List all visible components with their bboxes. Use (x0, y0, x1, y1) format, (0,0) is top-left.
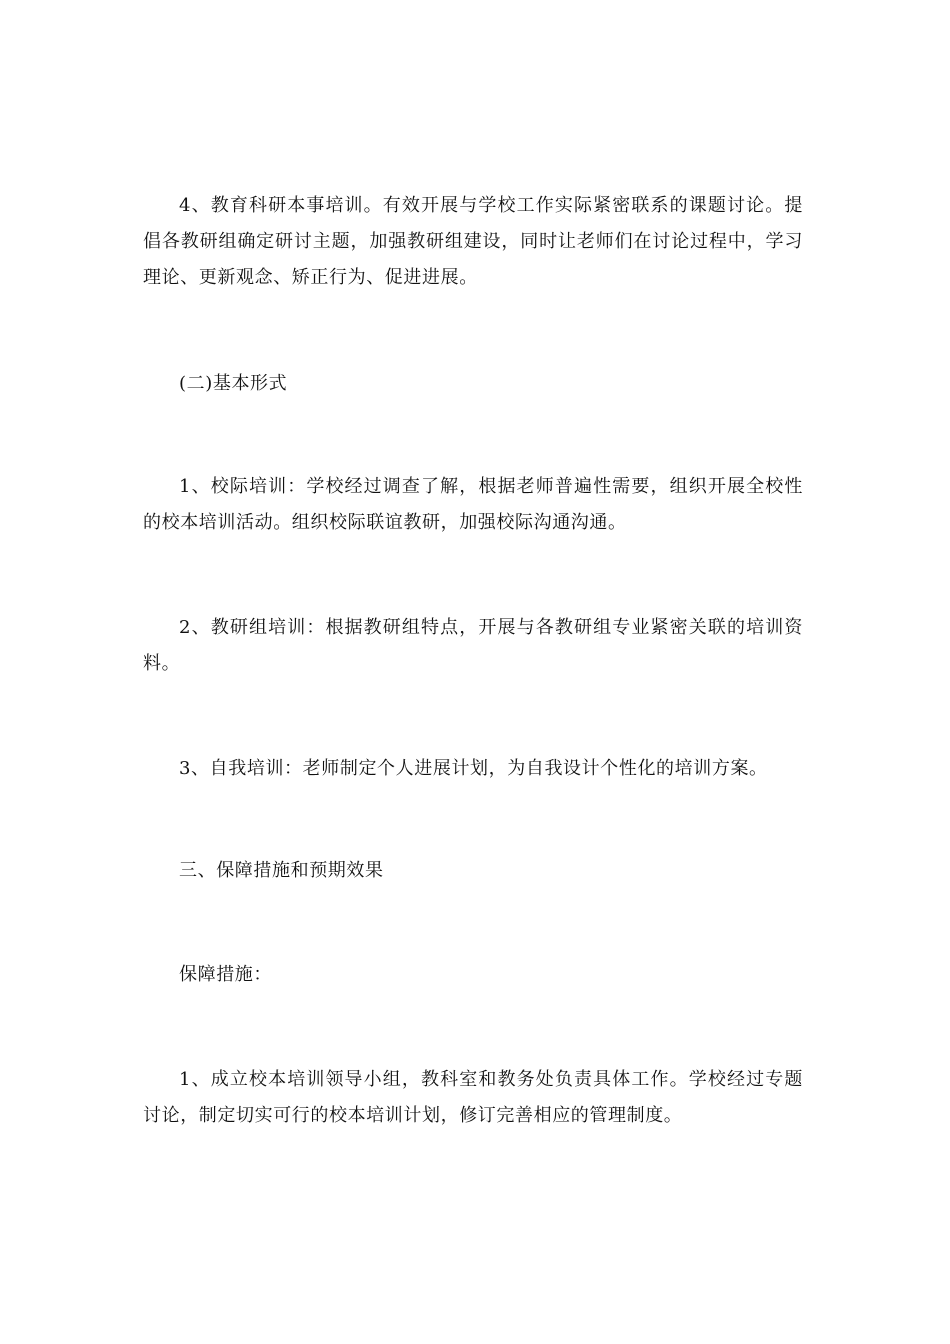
paragraph-self-training: 3、自我培训：老师制定个人进展计划，为自我设计个性化的培训方案。 (179, 758, 768, 779)
section-heading-safeguards: 三、保障措施和预期效果 (179, 860, 384, 881)
paragraph-leadership-group: 1、成立校本培训领导小组，教科室和教务处负责具体工作。学校经过专题讨论，制定切实可行的校本培训计划，修订完善相应的管理制度。 (143, 1069, 803, 1126)
subheading-safeguard-measures: 保障措施： (179, 964, 272, 985)
paragraph-research-training: 4、教育科研本事培训。有效开展与学校工作实际紧密联系的课题讨论。提倡各教研组确定研讨主题，加强教研组建设，同时让老师们在讨论过程中，学习理论、更新观念、矫正行为、促进进展。 (143, 195, 803, 288)
section-heading-basic-forms: (二)基本形式 (179, 373, 288, 394)
paragraph-teaching-group-training: 2、教研组培训：根据教研组特点，开展与各教研组专业紧密关联的培训资料。 (143, 617, 803, 674)
paragraph-inter-school-training: 1、校际培训：学校经过调查了解，根据老师普遍性需要，组织开展全校性的校本培训活动。组织校际联谊教研，加强校际沟通沟通。 (143, 476, 803, 533)
